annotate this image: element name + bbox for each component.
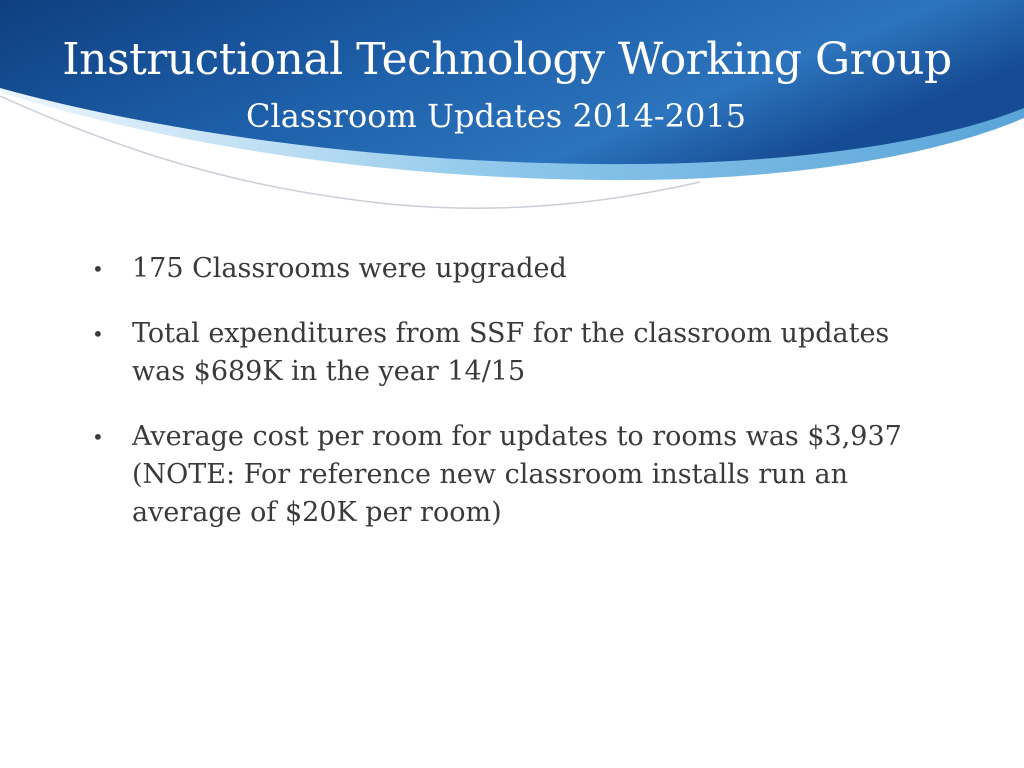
- bullet-dot-icon: •: [92, 425, 104, 449]
- bullet-text: 175 Classrooms were upgraded: [132, 253, 567, 284]
- bullet-item: [92, 250, 942, 288]
- bullet-item: [92, 315, 942, 391]
- slide-subtitle: Classroom Updates 2014-2015: [246, 97, 747, 135]
- bullet-dot-icon: •: [92, 257, 104, 281]
- bullet-list: [92, 250, 942, 559]
- slide-title: Instructional Technology Working Group: [62, 34, 952, 85]
- bullet-text: Average cost per room for updates to rooms was $3,937 (NOTE: For reference new classroom installs run an average of $20K per room): [132, 421, 902, 528]
- bullet-item: [92, 418, 942, 532]
- bullet-text: Total expenditures from SSF for the classroom updates was $689K in the year 14/15: [132, 318, 890, 387]
- bullet-dot-icon: •: [92, 322, 104, 346]
